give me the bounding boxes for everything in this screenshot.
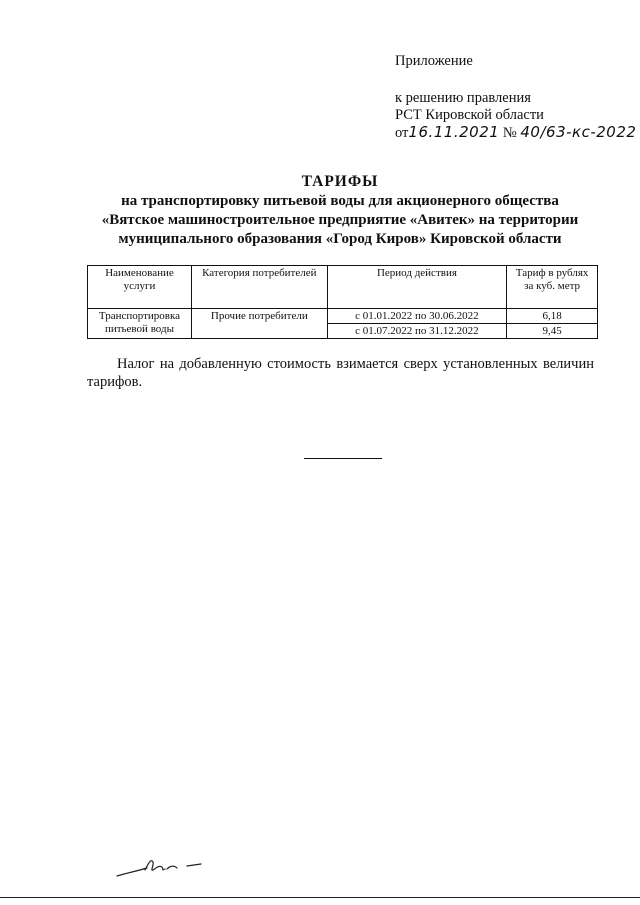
appendix-line-2: РСТ Кировской области xyxy=(395,107,544,123)
cell-period: с 01.07.2022 по 31.12.2022 xyxy=(327,324,507,339)
document-title xyxy=(60,172,620,249)
cell-rate: 9,45 xyxy=(507,324,598,339)
handwritten-number: 40/63-кс-2022 xyxy=(520,123,637,141)
header-rate: Тариф в рублях за куб. метр xyxy=(507,266,598,309)
date-prefix: от xyxy=(395,125,409,141)
end-divider xyxy=(304,458,382,459)
title-main: ТАРИФЫ xyxy=(301,173,379,190)
appendix-heading: Приложение xyxy=(395,53,473,69)
cell-service: Транспортировка питьевой воды xyxy=(88,309,192,339)
appendix-reference xyxy=(395,90,636,142)
tax-note: Налог на добавленную стоимость взимается сверх установленных величин тарифов. xyxy=(87,356,594,390)
cell-period: с 01.01.2022 по 30.06.2022 xyxy=(327,309,507,324)
appendix-block xyxy=(395,53,473,70)
table-header-row xyxy=(88,266,598,309)
header-period: Период действия xyxy=(327,266,507,309)
table-row xyxy=(88,309,598,324)
title-line-2: «Вятское машиностроительное предприятие «Авитек» на территории xyxy=(101,212,579,228)
number-prefix: № xyxy=(502,125,517,141)
signature-icon xyxy=(115,852,210,882)
bottom-divider xyxy=(0,897,640,898)
cell-category: Прочие потребители xyxy=(191,309,327,339)
title-line-3: муниципального образования «Город Киров» Кировской области xyxy=(118,231,562,247)
title-line-1: на транспортировку питьевой воды для акционерного общества xyxy=(121,193,559,209)
header-service: Наименование услуги xyxy=(88,266,192,309)
appendix-date-number xyxy=(395,124,636,142)
handwritten-date: 16.11.2021 xyxy=(408,123,500,141)
tariff-table xyxy=(87,265,598,339)
cell-rate: 6,18 xyxy=(507,309,598,324)
header-category: Категория потребителей xyxy=(191,266,327,309)
appendix-line-1: к решению правления xyxy=(395,90,531,106)
